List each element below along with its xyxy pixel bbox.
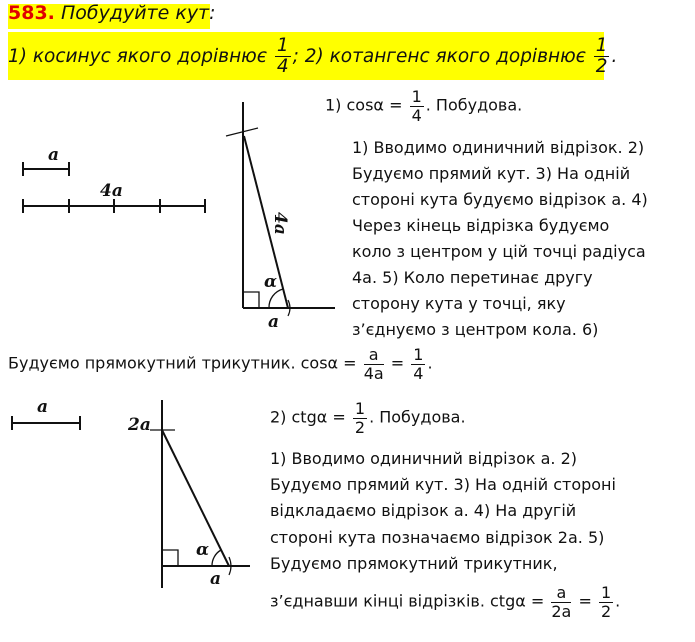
numerator: 1: [354, 399, 366, 418]
numerator: a: [364, 346, 384, 365]
period: .: [611, 45, 618, 67]
numerator: 1: [411, 87, 422, 106]
denominator: 2: [354, 417, 366, 437]
solution1-line: Будуємо прямий кут. 3) На одній: [352, 164, 631, 183]
period: .: [615, 591, 621, 611]
label-a: a: [210, 569, 222, 589]
label-a: a: [268, 312, 280, 332]
denominator: 2a: [551, 601, 572, 621]
triangle-2: [127, 400, 250, 589]
solution1-line: 4а. 5) Коло перетинає другу: [352, 268, 593, 287]
denominator: 4a: [363, 363, 384, 383]
label-alpha: α: [264, 272, 278, 292]
numerator: 1: [595, 35, 608, 56]
denominator: 4: [276, 56, 289, 78]
label-4a: 4a: [270, 212, 290, 235]
solution1-line: сторону кута у точці, яку: [352, 294, 566, 313]
text: 2) ctgα =: [270, 407, 346, 427]
solution2-line: Будуємо прямокутний трикутник,: [270, 554, 558, 573]
equals: =: [390, 353, 405, 373]
period: .: [427, 353, 433, 373]
solution1-line: 1) Вводимо одиничний відрізок. 2): [352, 138, 645, 157]
task-part1: 1) косинус якого дорівнює: [8, 45, 267, 67]
solution1-line: стороні кута будуємо відрізок а. 4): [352, 190, 648, 209]
solution2-line: стороні кута позначаємо відрізок 2а. 5): [270, 528, 605, 547]
text: Будуємо прямокутний трикутник. cosα =: [8, 353, 357, 373]
unit-segment-a-2: [12, 397, 80, 430]
triangle-1: [226, 102, 335, 332]
label-2a: 2a: [128, 415, 151, 435]
unit-segment-a: [23, 145, 69, 176]
denominator: 2: [595, 56, 608, 78]
text: 1) cosα =: [325, 95, 403, 115]
denominator: 4: [413, 363, 424, 383]
solution2-line: 1) Вводимо одиничний відрізок а. 2): [270, 449, 577, 468]
problem-heading: Побудуйте кут:: [60, 2, 216, 24]
text: . Побудова.: [425, 95, 523, 115]
separator: ;: [292, 45, 299, 67]
solution1-line: Через кінець відрізка будуємо: [352, 216, 610, 235]
equals: =: [578, 591, 592, 611]
numerator: a: [551, 584, 571, 603]
task-part2: 2) котангенс якого дорівнює: [304, 45, 586, 67]
numerator: 1: [276, 35, 289, 56]
numerator: 1: [413, 345, 424, 364]
text: . Побудова.: [369, 407, 466, 427]
solution1-line: коло з центром у цій точці радіуса: [352, 242, 646, 261]
denominator: 2: [600, 601, 612, 621]
label-alpha: α: [196, 540, 210, 560]
label-a: a: [48, 145, 60, 165]
text: з’єднавши кінці відрізків. ctgα =: [270, 591, 545, 611]
problem-number: 583.: [8, 2, 55, 24]
solution1-line: з’єднуємо з центром кола. 6): [352, 320, 599, 339]
label-a: a: [37, 397, 49, 417]
segment-4a: [23, 181, 205, 213]
numerator: 1: [600, 583, 612, 602]
denominator: 4: [411, 105, 422, 125]
solution2-line: Будуємо прямий кут. 3) На одній стороні: [270, 475, 616, 494]
solution2-line: відкладаємо відрізок а. 4) На другій: [270, 501, 577, 520]
label-4a: 4a: [100, 181, 123, 201]
